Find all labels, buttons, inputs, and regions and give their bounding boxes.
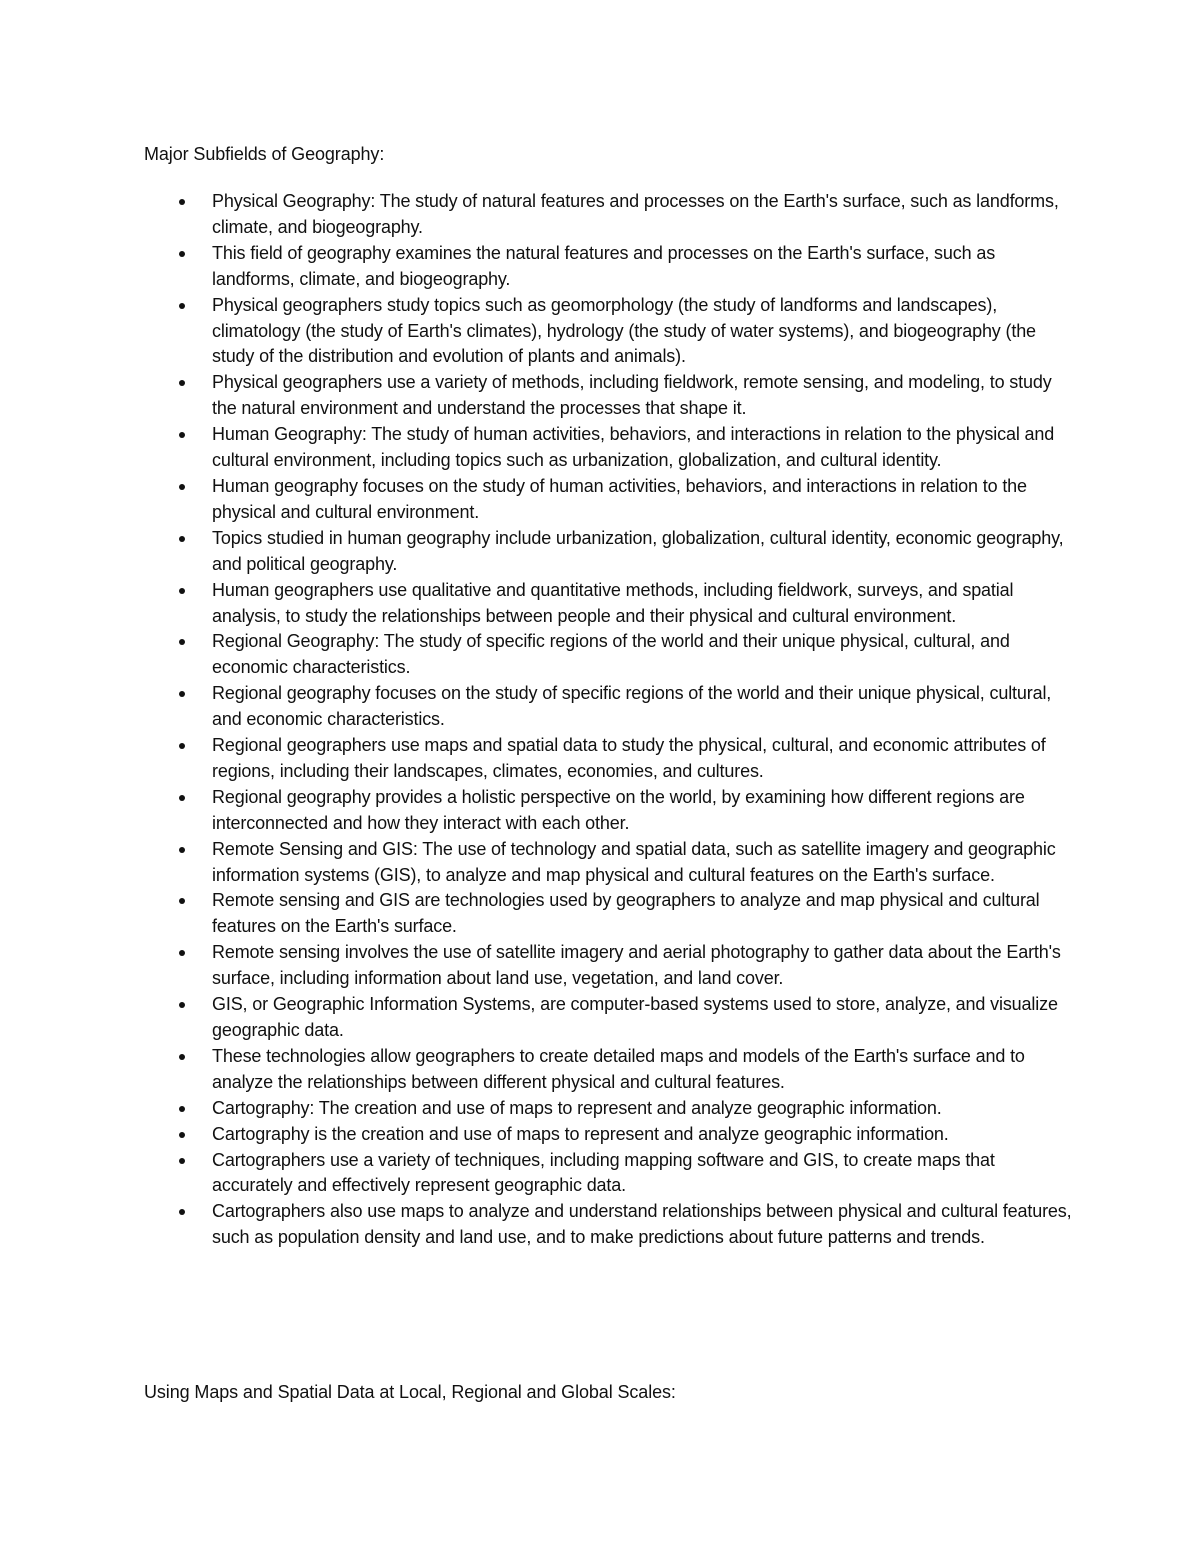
list-item: Human geography focuses on the study of human activities, behaviors, and interactions in relation to the physical and cultural environment. [212, 474, 1072, 526]
list-item: GIS, or Geographic Information Systems, are computer-based systems used to store, analyze, and visualize geographic data. [212, 992, 1072, 1044]
bullet-icon [179, 199, 185, 205]
bullet-icon [179, 1158, 185, 1164]
bullet-icon [179, 639, 185, 645]
bullet-icon [179, 898, 185, 904]
list-item: Physical geographers study topics such as geomorphology (the study of landforms and landscapes), climatology (the study of Earth's climates), hydrology (the study of water systems), and biogeography (the study of the distribution and evolution of plants and animals). [212, 293, 1072, 371]
list-item: Remote Sensing and GIS: The use of technology and spatial data, such as satellite imagery and geographic information systems (GIS), to analyze and map physical and cultural features on the Earth's surface. [212, 837, 1072, 889]
bullet-icon [179, 1209, 185, 1215]
list-item: Regional geography provides a holistic perspective on the world, by examining how different regions are interconnected and how they interact with each other. [212, 785, 1072, 837]
bullet-icon [179, 380, 185, 386]
bullet-icon [179, 432, 185, 438]
list-item: This field of geography examines the natural features and processes on the Earth's surface, such as landforms, climate, and biogeography. [212, 241, 1072, 293]
bullet-icon [179, 536, 185, 542]
section-heading-using-maps: Using Maps and Spatial Data at Local, Regional and Global Scales: [144, 1382, 676, 1402]
list-item: Cartographers use a variety of techniques, including mapping software and GIS, to create maps that accurately and effectively represent geographic data. [212, 1148, 1072, 1200]
bullet-icon [179, 1002, 185, 1008]
bullet-icon [179, 743, 185, 749]
list-item: Physical Geography: The study of natural features and processes on the Earth's surface, such as landforms, climate, and biogeography. [212, 189, 1072, 241]
list-item: Cartographers also use maps to analyze and understand relationships between physical and cultural features, such as population density and land use, and to make predictions about future patterns and trends. [212, 1199, 1072, 1251]
bullet-icon [179, 1106, 185, 1112]
list-item: These technologies allow geographers to create detailed maps and models of the Earth's surface and to analyze the relationships between different physical and cultural features. [212, 1044, 1072, 1096]
bullet-icon [179, 588, 185, 594]
bullet-icon [179, 251, 185, 257]
bullet-icon [179, 847, 185, 853]
bullet-icon [179, 303, 185, 309]
subfields-bullet-list [212, 189, 1072, 1251]
list-item: Remote sensing and GIS are technologies used by geographers to analyze and map physical and cultural features on the Earth's surface. [212, 888, 1072, 940]
section-heading-major-subfields: Major Subfields of Geography: [144, 144, 385, 164]
list-item: Cartography: The creation and use of maps to represent and analyze geographic information. [212, 1096, 1072, 1122]
list-item: Cartography is the creation and use of maps to represent and analyze geographic information. [212, 1122, 1072, 1148]
list-item: Regional geography focuses on the study of specific regions of the world and their unique physical, cultural, and economic characteristics. [212, 681, 1072, 733]
list-item: Regional Geography: The study of specific regions of the world and their unique physical, cultural, and economic characteristics. [212, 629, 1072, 681]
list-item: Remote sensing involves the use of satellite imagery and aerial photography to gather data about the Earth's surface, including information about land use, vegetation, and land cover. [212, 940, 1072, 992]
list-item: Human geographers use qualitative and quantitative methods, including fieldwork, surveys, and spatial analysis, to study the relationships between people and their physical and cultural environment. [212, 578, 1072, 630]
list-item: Regional geographers use maps and spatial data to study the physical, cultural, and economic attributes of regions, including their landscapes, climates, economies, and cultures. [212, 733, 1072, 785]
list-item: Physical geographers use a variety of methods, including fieldwork, remote sensing, and modeling, to study the natural environment and understand the processes that shape it. [212, 370, 1072, 422]
bullet-icon [179, 484, 185, 490]
bullet-icon [179, 691, 185, 697]
bullet-icon [179, 1054, 185, 1060]
bullet-icon [179, 950, 185, 956]
list-item: Topics studied in human geography include urbanization, globalization, cultural identity, economic geography, and political geography. [212, 526, 1072, 578]
list-item: Human Geography: The study of human activities, behaviors, and interactions in relation to the physical and cultural environment, including topics such as urbanization, globalization, and cultural identity. [212, 422, 1072, 474]
bullet-icon [179, 795, 185, 801]
bullet-icon [179, 1132, 185, 1138]
